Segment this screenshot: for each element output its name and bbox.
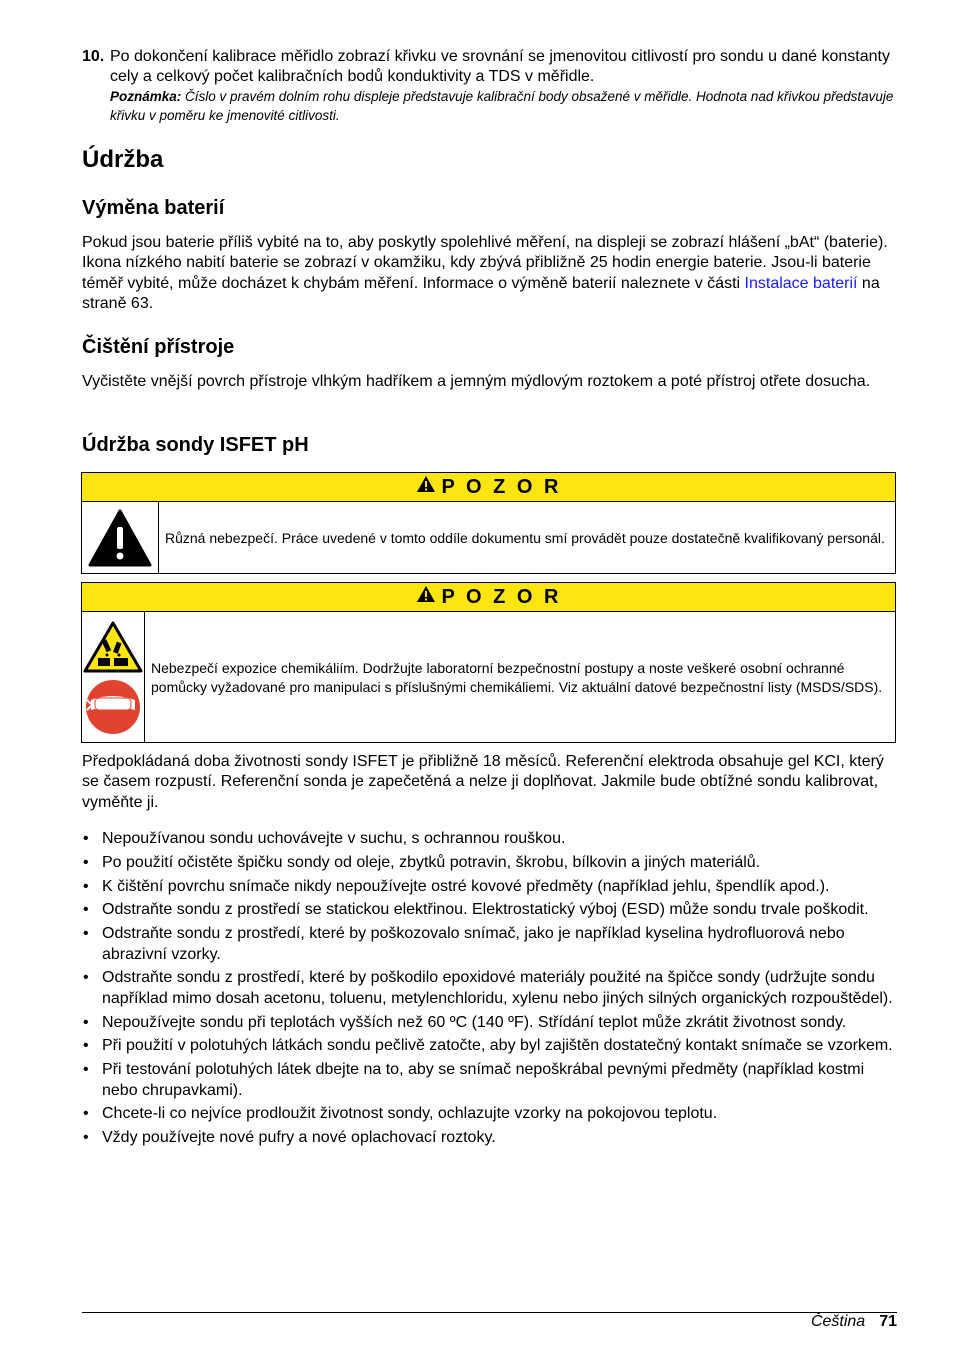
warning-triangle-icon bbox=[416, 585, 436, 609]
battery-paragraph bbox=[82, 233, 897, 315]
step-text: Po dokončení kalibrace měřidlo zobrazí křivku ve srovnání se jmenovitou citlivostí pro sondu u dané konstanty cely a celkový počet kalibračních bodů konduktivity a TDS v měřidle. bbox=[110, 48, 890, 85]
chemical-hazard-icon bbox=[82, 620, 144, 674]
hazard-icons-cell bbox=[82, 612, 145, 743]
battery-install-link[interactable]: Instalace baterií bbox=[744, 274, 858, 292]
step-10 bbox=[82, 47, 897, 125]
caution-label: P O Z O R bbox=[441, 475, 562, 498]
list-item: • Po použití očistěte špičku sondy od oleje, zbytků potravin, škrobu, bílkovin a jiných materiálů. bbox=[83, 853, 761, 871]
safety-goggles-icon bbox=[85, 678, 141, 736]
warning-triangle-icon bbox=[88, 509, 152, 567]
footer-divider bbox=[82, 1312, 897, 1313]
list-item: • Vždy používejte nové pufry a nové oplachovací roztoky. bbox=[83, 1129, 496, 1147]
step-number: 10. bbox=[82, 48, 105, 65]
caution-header bbox=[82, 583, 895, 612]
step-note bbox=[110, 87, 897, 125]
list-item: • Odstraňte sondu z prostředí, které by poškodilo epoxidové materiály použité na špičce sondy (udržujte sondu například mimo dosah acetonu, toluenu, metylenchloridu, xylenu nebo jiných silných organických rozpouštědel). bbox=[83, 969, 893, 1007]
list-item: • K čištění povrchu snímače nikdy nepoužívejte ostré kovové předměty (například jehlu, špendlík apod.). bbox=[83, 877, 830, 895]
note-text: Číslo v pravém dolním rohu displeje představuje kalibrační body obsažené v měřidle. Hodnota nad křivkou představuje křivku v poměru ke jmenovité citlivosti. bbox=[110, 89, 894, 123]
list-item: • Nepoužívejte sondu při teplotách vyšších než 60 ºC (140 ºF). Střídání teplot může zkrátit životnost sondy. bbox=[83, 1013, 847, 1031]
list-item: • Odstraňte sondu z prostředí, které by poškozovalo snímač, jako je například kyselina hydrofluorová nebo abrazivní vzorky. bbox=[83, 925, 845, 963]
page-footer bbox=[811, 1312, 897, 1332]
isfet-intro: Předpokládaná doba životnosti sondy ISFET je přibližně 18 měsíců. Referenční elektroda obsahuje gel KCI, který se časem rozpustí. Referenční sonda je zapečetěná a nelze ji doplňovat. Jakmile bude obtížné sondu kalibrovat, vyměňte ji. bbox=[82, 753, 884, 811]
list-item: • Nepoužívanou sondu uchovávejte v suchu, s ochrannou rouškou. bbox=[83, 830, 566, 847]
caution-message: Nebezpečí expozice chemikáliím. Dodržujte laboratorní bezpečnostní postupy a noste veškeré osobní ochranné pomůcky vyžadované pro manipulaci s příslušnými chemikáliemi. Viz aktuální datové bezpečnostní listy (MSDS/SDS). bbox=[151, 659, 883, 695]
caution-label: P O Z O R bbox=[441, 585, 562, 608]
list-item: • Chcete-li co nejvíce prodloužit životnost sondy, ochlazujte vzorky na pokojovou teplotu. bbox=[83, 1105, 718, 1123]
note-label: Poznámka: bbox=[110, 89, 182, 104]
page-number: 71 bbox=[879, 1313, 897, 1330]
battery-text-after: na straně 63. bbox=[82, 274, 880, 313]
heading-isfet: Údržba sondy ISFET pH bbox=[82, 434, 309, 456]
list-item: • Při použití v polotuhých látkách sondu pečlivě zatočte, aby byl zajištěn dostatečný kontakt snímače se vzorkem. bbox=[83, 1037, 893, 1055]
list-item: • Při testování polotuhých látek dbejte na to, aby se snímač nepoškrábal pevnými předměty (například kostmi nebo chrupavkami). bbox=[83, 1061, 865, 1099]
heading-battery-replacement: Výměna baterií bbox=[82, 197, 225, 219]
heading-cleaning: Čištění přístroje bbox=[82, 336, 235, 358]
footer-language: Čeština bbox=[810, 1313, 866, 1330]
warning-triangle-icon bbox=[416, 475, 436, 499]
caution-header bbox=[82, 473, 895, 502]
caution-box-general bbox=[81, 472, 896, 574]
warning-icon-cell bbox=[82, 502, 159, 574]
cleaning-paragraph: Vyčistěte vnější povrch přístroje vlhkým hadříkem a jemným mýdlovým roztokem a poté přístroj otřete dosucha. bbox=[82, 373, 871, 390]
caution-message: Různá nebezpečí. Práce uvedené v tomto oddíle dokumentu smí provádět pouze dostatečně kvalifikovaný personál. bbox=[165, 529, 885, 546]
section-title-maintenance: Údržba bbox=[82, 146, 164, 173]
battery-text: Pokud jsou baterie příliš vybité na to, aby poskytly spolehlivé měření, na displeji se zobrazí hlášení „bAt“ (baterie). Ikona nízkého nabití baterie se zobrazí v okamžiku, kdy zbývá přibližně 25 hodin energie baterie. Jsou-li baterie téměř vybité, může docházet k chybám měření. Informace o výměně baterií naleznete v části bbox=[82, 234, 888, 292]
list-item: • Odstraňte sondu z prostředí se statickou elektřinou. Elektrostatický výboj (ESD) může sondu trvale poškodit. bbox=[83, 901, 869, 919]
isfet-care-list bbox=[82, 829, 897, 1152]
caution-box-chemical bbox=[81, 582, 896, 743]
